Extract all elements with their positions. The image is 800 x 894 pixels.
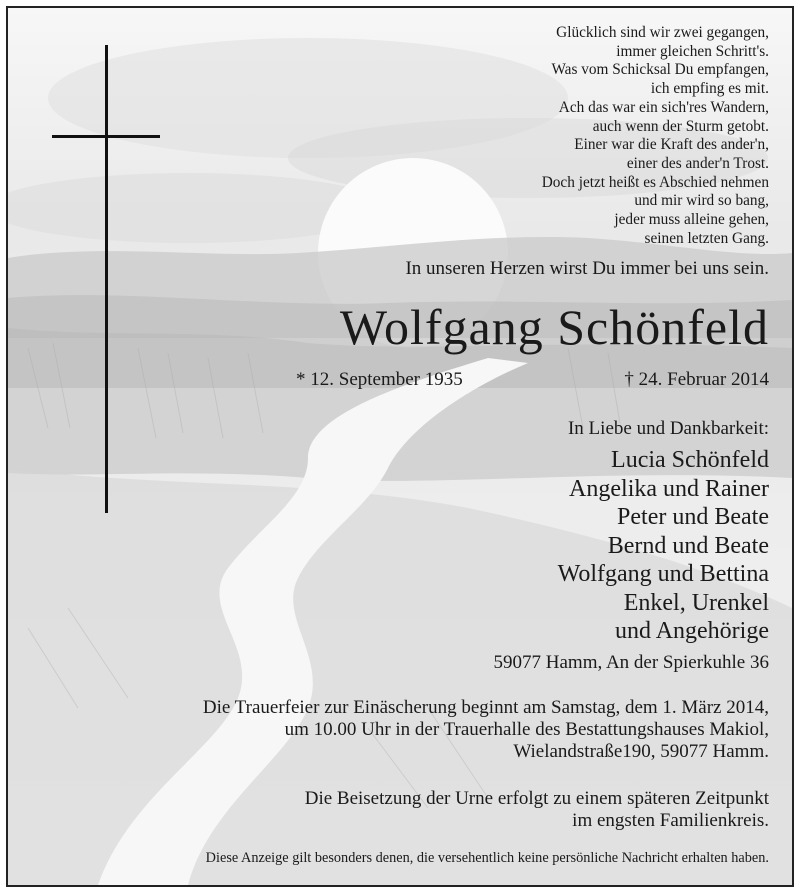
burial-line: im engsten Familienkreis. [572, 810, 769, 831]
mourner: Enkel, Urenkel [623, 589, 769, 616]
poem-line: Glücklich sind wir zwei gegangen, [556, 24, 769, 41]
urn-burial-info [305, 788, 769, 832]
poem-line: ich empfing es mit. [650, 80, 769, 98]
ceremony-line: Die Trauerfeier zur Einäscherung beginnt am Samstag, dem 1. März 2014, [202, 697, 769, 718]
memorial-line: In unseren Herzen wirst Du immer bei uns sein. [405, 258, 769, 279]
poem-line: immer gleichen Schritt's. [616, 42, 769, 60]
deceased-name: Wolfgang Schönfeld [339, 299, 769, 355]
poem [542, 24, 769, 248]
cross-icon-vertical [105, 45, 108, 513]
funeral-ceremony-info [203, 697, 769, 763]
ceremony-line: Wielandstraße190, 59077 Hamm. [513, 741, 769, 762]
mourners-list [558, 446, 769, 646]
mourner: Wolfgang und Bettina [557, 561, 769, 587]
cross-icon-horizontal [52, 135, 160, 138]
poem-line: Doch jetzt heißt es Abschied nehmen [541, 173, 769, 191]
poem-line: Einer war die Kraft des ander'n, [574, 136, 769, 154]
obituary-notice [6, 6, 794, 887]
poem-line: Ach das war ein sich'res Wandern, [558, 98, 769, 116]
death-date: † 24. Februar 2014 [624, 369, 769, 390]
poem-line: auch wenn der Sturm getobt. [592, 117, 769, 135]
ceremony-line: um 10.00 Uhr in der Trauerhalle des Bestattungshauses Makiol, [284, 719, 769, 740]
thanks-line: In Liebe und Dankbarkeit: [567, 418, 769, 439]
birth-date: * 12. September 1935 [296, 369, 463, 390]
family-address: 59077 Hamm, An der Spierkuhle 36 [493, 652, 769, 673]
poem-line: Was vom Schicksal Du empfangen, [551, 61, 769, 79]
poem-line: einer des ander'n Trost. [626, 154, 769, 172]
poem-line: seinen letzten Gang. [644, 229, 769, 247]
poem-line: und mir wird so bang, [634, 192, 769, 210]
mourner: Angelika und Rainer [569, 475, 769, 502]
poem-line: jeder muss alleine gehen, [614, 211, 769, 229]
burial-line: Die Beisetzung der Urne erfolgt zu einem späteren Zeitpunkt [304, 788, 769, 809]
footer-note: Diese Anzeige gilt besonders denen, die versehentlich keine persönliche Nachricht erhalten haben. [205, 850, 769, 866]
mourner: Lucia Schönfeld [611, 447, 769, 473]
mourner: Bernd und Beate [607, 532, 769, 559]
mourner: Peter und Beate [617, 504, 769, 530]
mourner: und Angehörige [615, 618, 769, 644]
